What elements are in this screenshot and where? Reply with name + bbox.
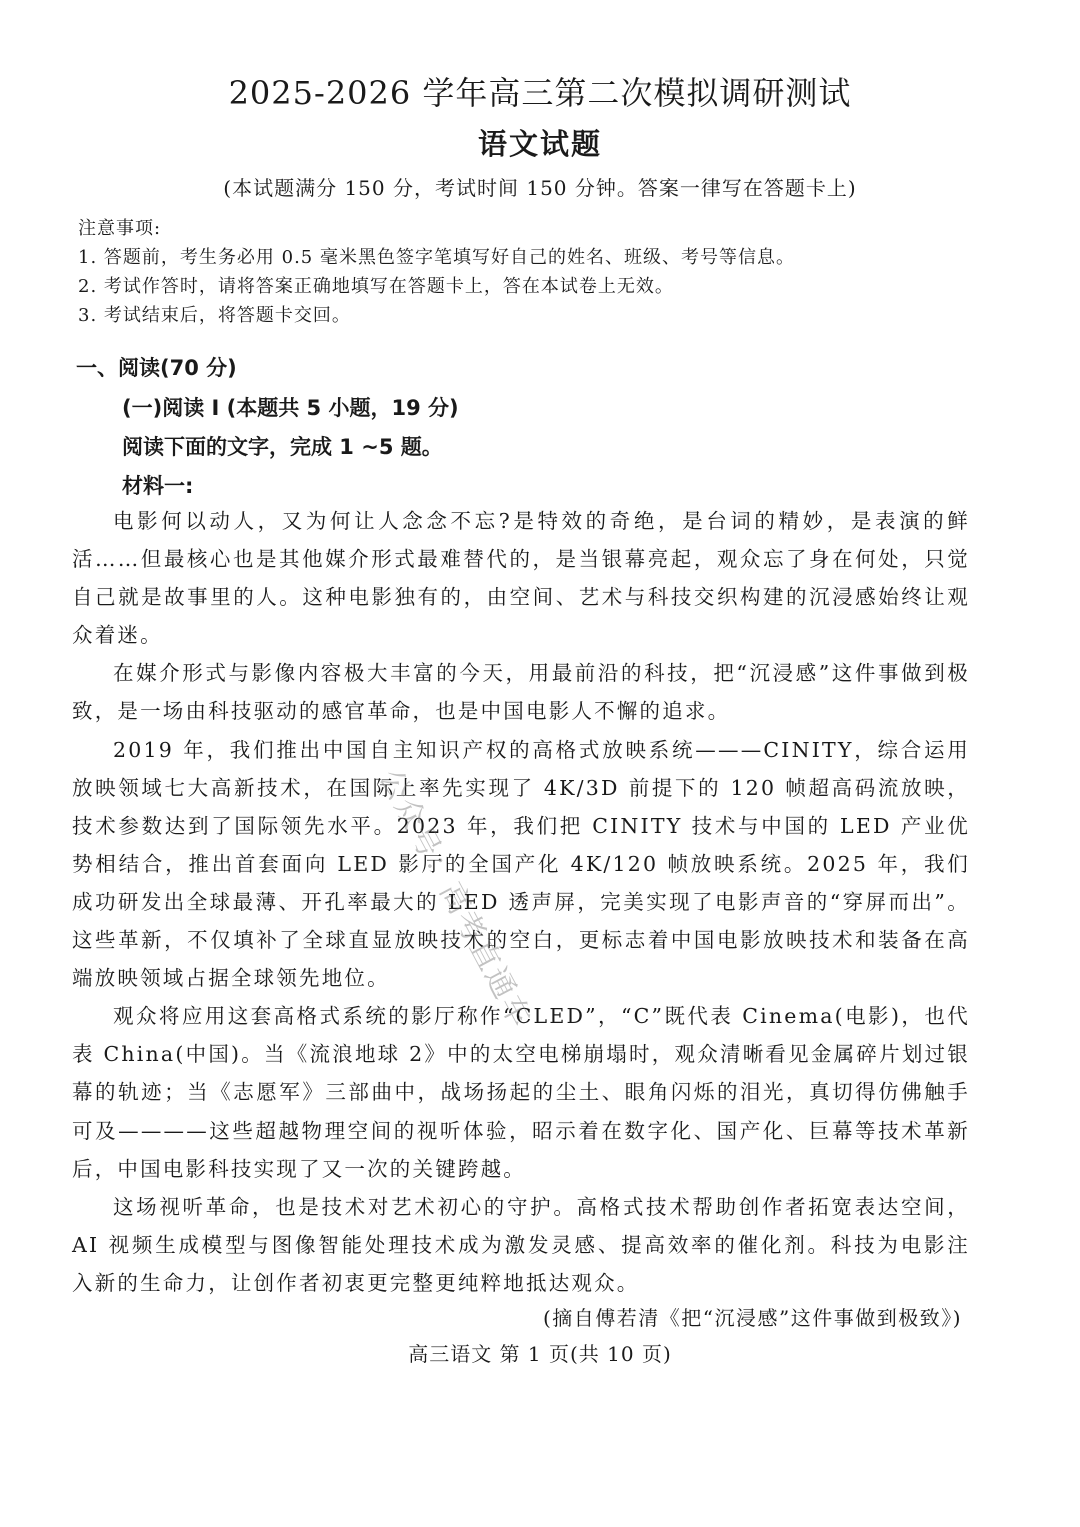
- notice-item: 1. 答题前，考生务必用 0.5 毫米黑色签字笔填写好自己的姓名、班级、考号等信息。: [78, 247, 795, 268]
- subsection-heading: (一)阅读 I (本题共 5 小题，19 分): [122, 396, 459, 420]
- paragraph: 这场视听革命，也是技术对艺术初心的守护。高格式技术帮助创作者拓宽表达空间，AI 视频生成模型与图像智能处理技术成为激发灵感、提高效率的催化剂。科技为电影注入新的生命力，让创作者初衷更完整更纯粹地抵达观众。: [72, 1194, 970, 1295]
- paragraph: 观众将应用这套高格式系统的影厅称作“CLED”，“C”既代表 Cinema(电影)，也代表 China(中国)。当《流浪地球 2》中的太空电梯崩塌时，观众清晰看见金属碎片划过银幕的轨迹；当《志愿军》三部曲中，战场扬起的尘土、眼角闪烁的泪光，真切得仿佛触手可及————这些超越物理空间的视听体验，昭示着在数字化、国产化、巨幕等技术革新后，中国电影科技实现了又一次的关键跨越。: [72, 1004, 970, 1181]
- exam-title: 2025-2026 学年高三第二次模拟调研测试: [228, 74, 852, 112]
- paragraph: 电影何以动人，又为何让人念念不忘?是特效的奇绝，是台词的精妙，是表演的鲜活……但最核心也是其他媒介形式最难替代的，是当银幕亮起，观众忘了身在何处，只觉自己就是故事里的人。这种电影独有的，由空间、艺术与科技交织构建的沉浸感始终让观众着迷。: [72, 509, 970, 648]
- notice-item: 2. 考试作答时，请将答案正确地填写在答题卡上，答在本试卷上无效。: [78, 276, 674, 297]
- paragraph: 2019 年，我们推出中国自主知识产权的高格式放映系统———CINITY，综合运用放映领域七大高新技术，在国际上率先实现了 4K/3D 前提下的 120 帧超高码流放映，技术参数达到了国际领先水平。2023 年，我们把 CINITY 技术与中国的 LED 产业优势相结合，推出首套面向 LED 影厅的全国产化 4K/120 帧放映系统。2025 年，我们成功研发出全球最薄、开孔率最大的 LED 透声屏，完美实现了电影声音的“穿屏而出”。这些革新，不仅填补了全球直显放映技术的空白，更标志着中国电影放映技术和装备在高端放映领域占据全球领先地位。: [72, 737, 970, 991]
- notice-item: 3. 考试结束后，将答题卡交回。: [78, 305, 351, 326]
- section-heading: 一、阅读(70 分): [76, 356, 237, 380]
- exam-subtitle: 语文试题: [477, 127, 602, 161]
- instruction: 阅读下面的文字，完成 1 ~5 题。: [122, 435, 443, 459]
- paragraph: 在媒介形式与影像内容极大丰富的今天，用最前沿的科技，把“沉浸感”这件事做到极致，是一场由科技驱动的感官革命，也是中国电影人不懈的追求。: [72, 661, 970, 724]
- notice-heading: 注意事项:: [78, 218, 162, 239]
- exam-meta: (本试题满分 150 分，考试时间 150 分钟。答案一律写在答题卡上): [223, 176, 857, 200]
- source-citation: (摘自傅若清《把“沉浸感”这件事做到极致》): [542, 1306, 962, 1330]
- material-label: 材料一:: [122, 474, 194, 498]
- watermark: 公众号：高考直通车: [372, 763, 539, 1035]
- page-footer: 高三语文 第 1 页(共 10 页): [408, 1342, 672, 1366]
- notice-block: [78, 214, 998, 330]
- reading-passage: [72, 502, 970, 1302]
